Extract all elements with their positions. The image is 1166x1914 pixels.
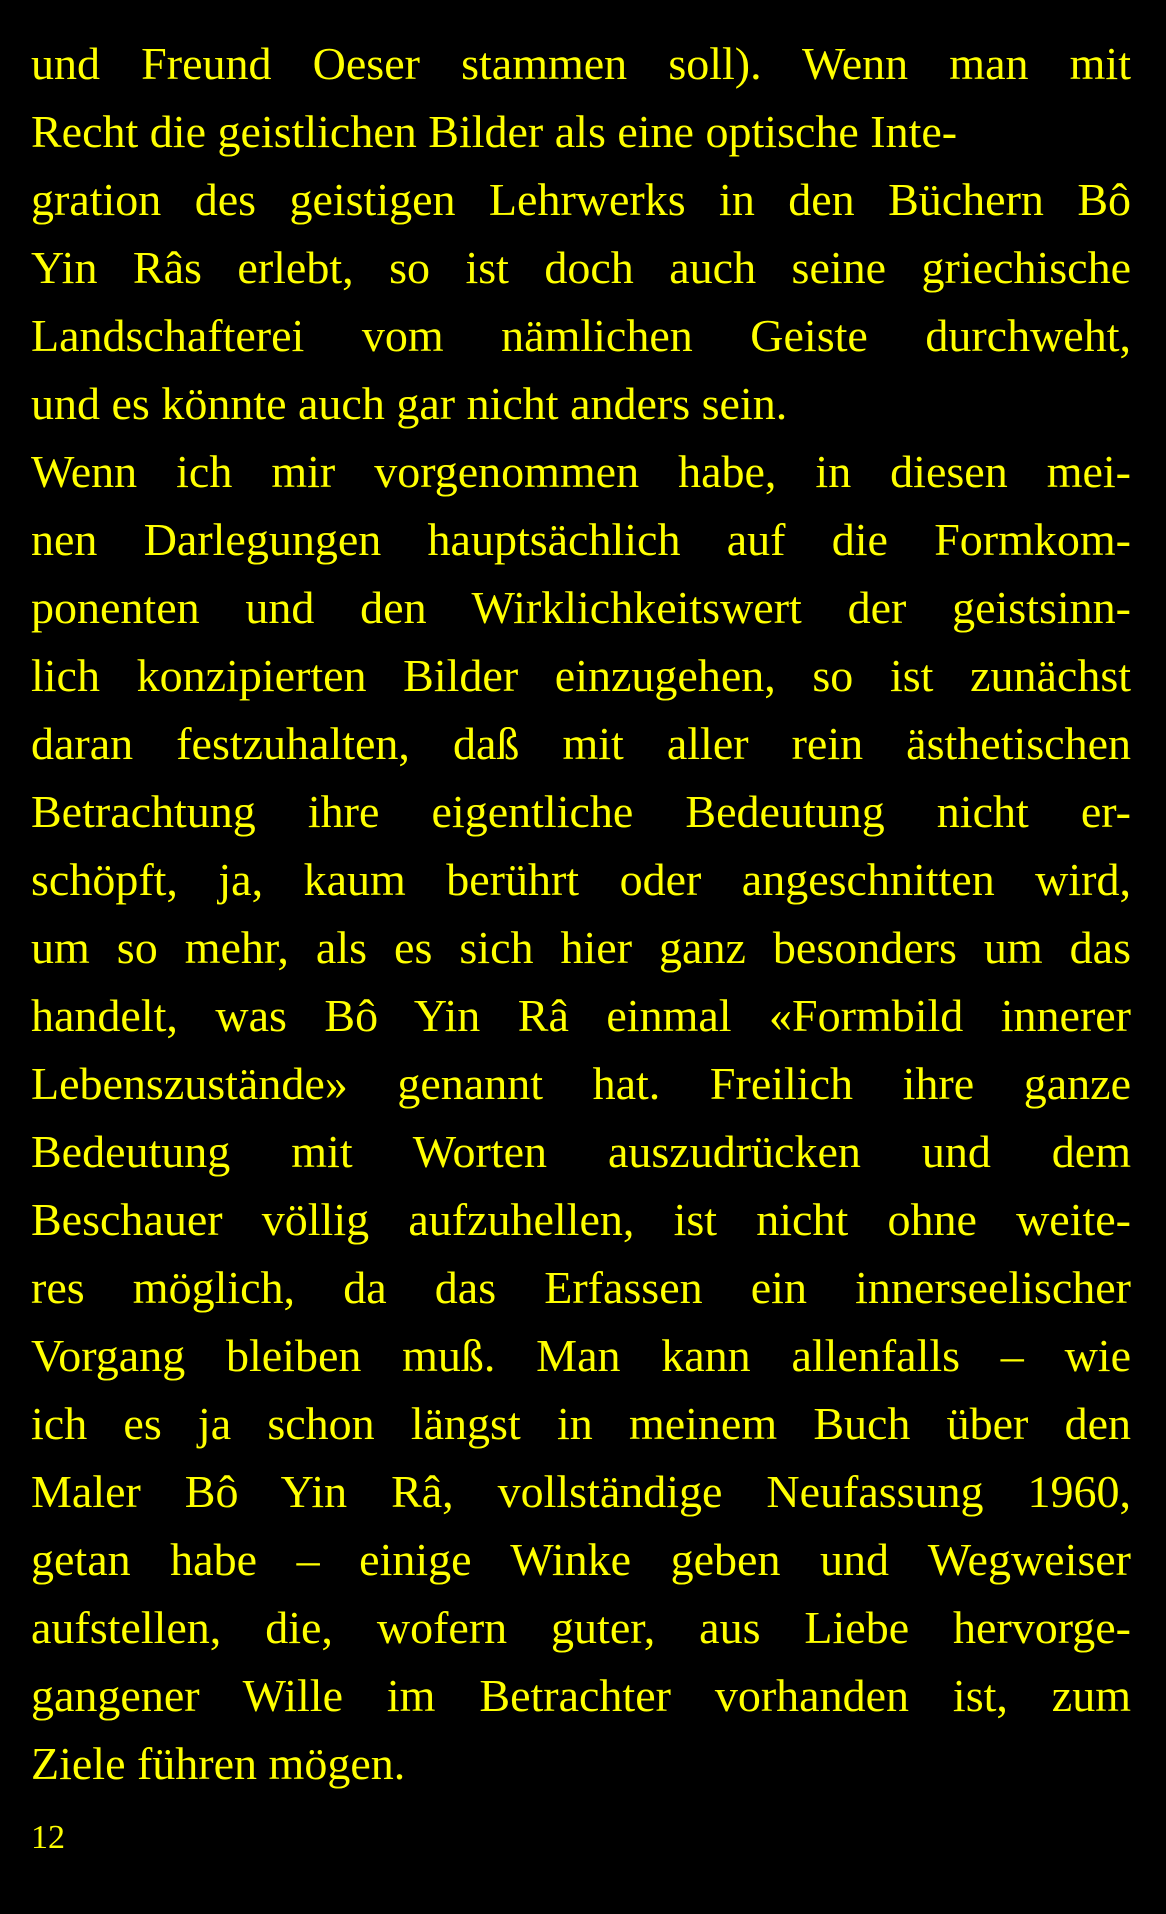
- page-number: 12: [31, 1819, 65, 1856]
- text-line-10: lich konzipierten Bilder einzugehen, so ist zunächst: [31, 650, 1131, 701]
- text-line-7: Wenn ich mir vorgenommen habe, in diesen mei-: [31, 446, 1131, 497]
- text-line-21: ich es ja schon längst in meinem Buch über den: [31, 1398, 1131, 1449]
- text-line-12: Betrachtung ihre eigentliche Bedeutung nicht er-: [31, 786, 1131, 837]
- body-text: [31, 30, 1131, 1798]
- text-line-17: Bedeutung mit Worten auszudrücken und dem: [31, 1126, 1131, 1177]
- text-line-15: handelt, was Bô Yin Râ einmal «Formbild innerer: [31, 990, 1131, 1041]
- text-line-8: nen Darlegungen hauptsächlich auf die Formkom-: [31, 514, 1131, 565]
- text-line-26: Ziele führen mögen.: [31, 1738, 406, 1789]
- text-line-13: schöpft, ja, kaum berührt oder angeschnitten wird,: [31, 854, 1131, 905]
- text-line-18: Beschauer völlig aufzuhellen, ist nicht ohne weite-: [31, 1194, 1131, 1245]
- text-line-2: Recht die geistlichen Bilder als eine optische Inte-: [31, 106, 958, 157]
- text-line-16: Lebenszustände» genannt hat. Freilich ihre ganze: [31, 1058, 1131, 1109]
- text-line-9: ponenten und den Wirklichkeitswert der geistsinn-: [31, 582, 1131, 633]
- text-line-23: getan habe – einige Winke geben und Wegweiser: [31, 1534, 1131, 1585]
- text-line-20: Vorgang bleiben muß. Man kann allenfalls – wie: [31, 1330, 1131, 1381]
- text-line-11: daran festzuhalten, daß mit aller rein ästhetischen: [31, 718, 1131, 769]
- text-line-24: aufstellen, die, wofern guter, aus Liebe hervorge-: [31, 1602, 1131, 1653]
- text-line-22: Maler Bô Yin Râ, vollständige Neufassung 1960,: [31, 1466, 1131, 1517]
- text-line-4: Yin Râs erlebt, so ist doch auch seine griechische: [31, 242, 1131, 293]
- text-line-3: gration des geistigen Lehrwerks in den Büchern Bô: [31, 174, 1131, 225]
- text-line-6: und es könnte auch gar nicht anders sein.: [31, 378, 788, 429]
- text-line-25: gangener Wille im Betrachter vorhanden ist, zum: [31, 1670, 1131, 1721]
- text-line-1: und Freund Oeser stammen soll). Wenn man mit: [31, 38, 1131, 89]
- text-line-14: um so mehr, als es sich hier ganz besonders um das: [31, 922, 1131, 973]
- text-line-19: res möglich, da das Erfassen ein innerseelischer: [31, 1262, 1131, 1313]
- text-line-5: Landschafterei vom nämlichen Geiste durchweht,: [31, 310, 1131, 361]
